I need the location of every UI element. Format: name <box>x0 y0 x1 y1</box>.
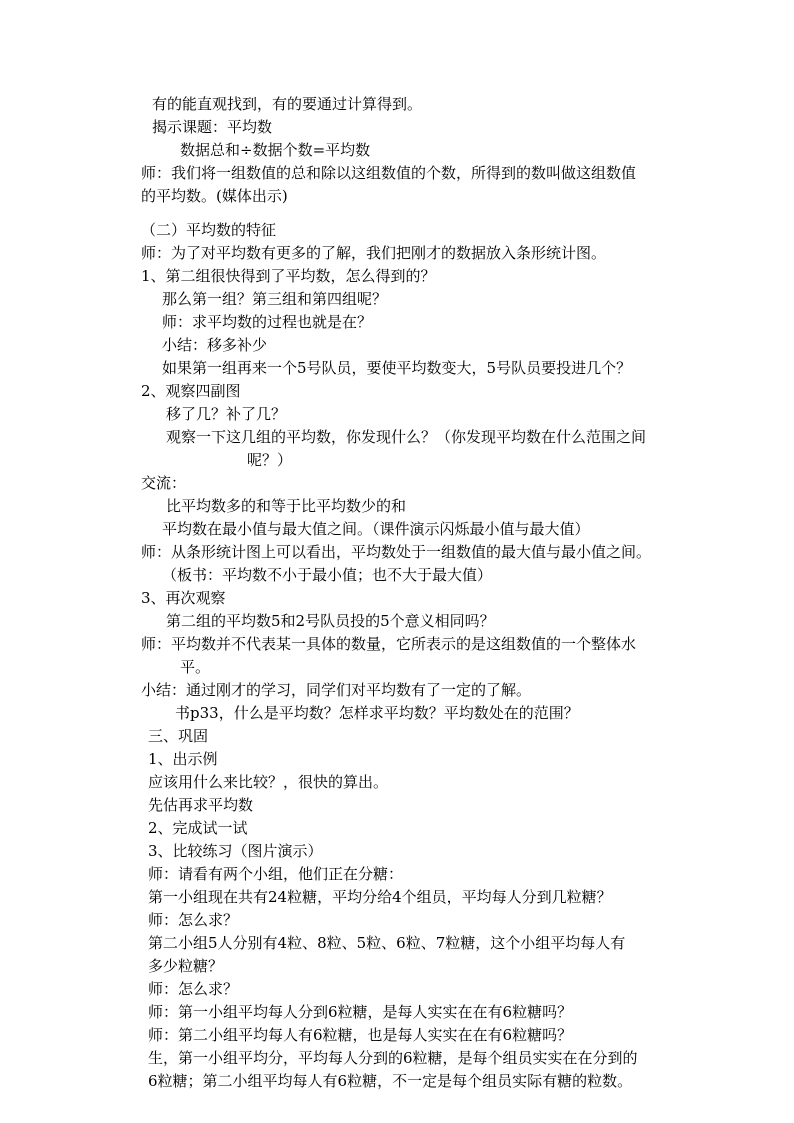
text-line: 数据总和÷数据个数=平均数 <box>180 141 371 159</box>
text-line: 3、再次观察 <box>141 589 226 607</box>
text-line: 第一小组现在共有24粒糖，平均分给4个组员，平均每人分到几粒糖？ <box>148 888 612 906</box>
text-line: 师：从条形统计图上可以看出，平均数处于一组数值的最大值与最小值之间。 <box>141 543 652 561</box>
text-line: 师：为了对平均数有更多的了解，我们把刚才的数据放入条形统计图。 <box>141 244 607 262</box>
text-line: 师：求平均数的过程也就是在？ <box>162 313 373 331</box>
text-line: 2、完成试一试 <box>148 819 248 837</box>
text-line: 观察一下这几组的平均数，你发现什么？（你发现平均数在什么范围之间 <box>166 428 647 446</box>
text-line: 2、观察四副图 <box>141 382 241 400</box>
text-line: 平。 <box>180 658 211 676</box>
text-line: 有的能直观找到，有的要通过计算得到。 <box>152 95 423 113</box>
section-heading: 三、巩固 <box>148 727 209 745</box>
text-line: 6粒糖；第二小组平均每人有6粒糖，不一定是每个组员实际有糖的粒数。 <box>148 1072 633 1090</box>
text-line: 师：请看有两个小组，他们正在分糖： <box>148 865 404 883</box>
text-line: 第二小组5人分别有4粒、8粒、5粒、6粒、7粒糖，这个小组平均每人有 <box>148 934 626 952</box>
text-line: 师：平均数并不代表某一具体的数量，它所表示的是这组数值的一个整体水 <box>141 635 637 653</box>
text-line: （板书：平均数不小于最小值；也不大于最大值） <box>162 566 493 584</box>
text-line: 师：第二小组平均每人有6粒糖，也是每人实实在在有6粒糖吗？ <box>148 1026 573 1044</box>
text-line: 的平均数。(媒体出示) <box>141 187 288 205</box>
text-line: 揭示课题：平均数 <box>152 118 273 136</box>
text-line: 师：我们将一组数值的总和除以这组数值的个数，所得到的数叫做这组数值 <box>141 164 637 182</box>
text-line: 师：第一小组平均每人分到6粒糖，是每人实实在在有6粒糖吗？ <box>148 1003 573 1021</box>
section-heading: （二）平均数的特征 <box>141 221 277 239</box>
text-line: 比平均数多的和等于比平均数少的和 <box>166 497 407 515</box>
text-line: 1、出示例 <box>148 750 218 768</box>
text-line: 第二组的平均数5和2号队员投的5个意义相同吗？ <box>166 612 495 630</box>
text-line: 师：怎么求？ <box>148 911 239 929</box>
text-line: 3、比较练习（图片演示） <box>148 842 323 860</box>
text-line: 那么第一组？第三组和第四组呢？ <box>162 290 388 308</box>
text-line: 如果第一组再来一个5号队员，要使平均数变大，5号队员要投进几个？ <box>162 359 632 377</box>
text-line: 先估再求平均数 <box>148 796 254 814</box>
text-line: 小结：通过刚才的学习，同学们对平均数有了一定的了解。 <box>141 681 532 699</box>
text-line: 呢？） <box>247 451 293 469</box>
text-line: 平均数在最小值与最大值之间。（课件演示闪烁最小值与最大值） <box>162 520 590 538</box>
text-line: 1、第二组很快得到了平均数，怎么得到的？ <box>141 267 436 285</box>
text-line: 书p33，什么是平均数？怎样求平均数？平均数处在的范围？ <box>175 704 579 722</box>
text-line: 移了几？补了几？ <box>166 405 287 423</box>
text-line: 应该用什么来比较？，很快的算出。 <box>148 773 389 791</box>
text-line: 多少粒糖？ <box>148 957 224 975</box>
text-line: 师：怎么求？ <box>148 980 239 998</box>
text-line: 小结：移多补少 <box>162 336 268 354</box>
text-line: 交流： <box>141 474 187 492</box>
text-line: 生，第一小组平均分，平均每人分到的6粒糖，是每个组员实实在在分到的 <box>148 1049 638 1067</box>
